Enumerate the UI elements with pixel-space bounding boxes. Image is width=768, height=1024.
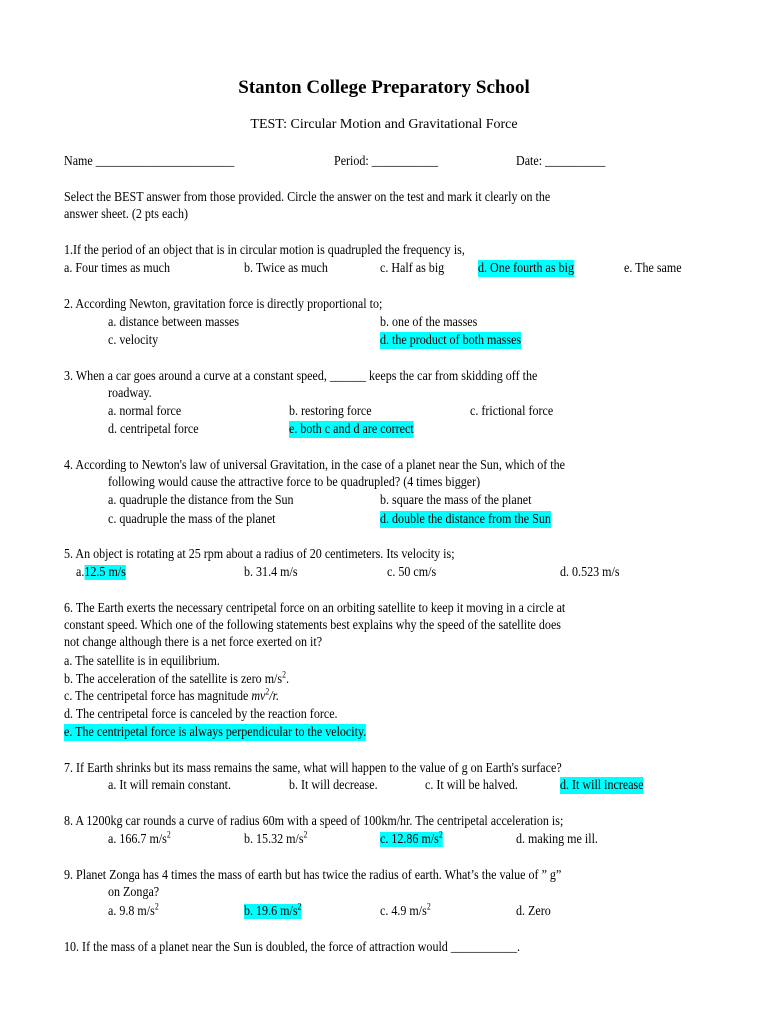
q8-option-c-text: c. 12.86 m/s: [380, 832, 439, 847]
q2-option-a: a. distance between masses: [108, 315, 240, 330]
question-4-stem-cont: following would cause the attractive force to be quadrupled? (4 times bigger): [108, 475, 481, 490]
q8-option-d: d. making me ill.: [516, 832, 598, 847]
question-7-stem: 7. If Earth shrinks but its mass remains the same, what will happen to the value of g on Earth's surface?: [64, 761, 562, 776]
formula: mv: [251, 689, 266, 704]
q2-option-b: b. one of the masses: [380, 315, 478, 330]
q1-option-d-highlighted: d. One fourth as big: [478, 261, 574, 276]
superscript: 2: [438, 829, 443, 840]
q7-option-c: c. It will be halved.: [425, 778, 518, 793]
superscript: 2: [303, 829, 308, 840]
question-1-stem: 1.If the period of an object that is in circular motion is quadrupled the frequency is,: [64, 243, 465, 258]
q7-option-b: b. It will decrease.: [289, 778, 378, 793]
q5-option-c: c. 50 cm/s: [387, 565, 437, 580]
instructions-line: answer sheet. (2 pts each): [64, 207, 189, 222]
superscript: 2: [426, 901, 431, 912]
q3-option-e-highlighted: e. both c and d are correct: [289, 422, 414, 437]
superscript: 2: [297, 901, 302, 912]
superscript: 2: [282, 669, 286, 680]
school-title: Stanton College Preparatory School: [238, 77, 530, 98]
superscript: 2: [166, 829, 171, 840]
q9-option-b: [244, 903, 301, 920]
q8-option-a: [108, 831, 171, 848]
q3-option-a: a. normal force: [108, 404, 182, 419]
test-title: TEST: Circular Motion and Gravitational Force: [250, 117, 518, 132]
q4-option-c: c. quadruple the mass of the planet: [108, 512, 276, 527]
q8-option-b-text: b. 15.32 m/s: [244, 832, 304, 847]
q5-option-d: d. 0.523 m/s: [560, 565, 620, 580]
q6-option-e-highlighted: e. The centripetal force is always perpendicular to the velocity.: [64, 725, 367, 740]
instructions-line: Select the BEST answer from those provided. Circle the answer on the test and mark it clearly on the: [64, 190, 551, 205]
q6-option-c: [64, 688, 279, 705]
q6-option-b-end: .: [285, 672, 289, 687]
q6-option-d: d. The centripetal force is canceled by the reaction force.: [64, 707, 338, 722]
q3-option-c: c. frictional force: [470, 404, 554, 419]
q6-option-b: [64, 671, 289, 688]
q5-option-a-highlighted: 12.5 m/s: [84, 565, 126, 580]
q1-option-b: b. Twice as much: [244, 261, 328, 276]
q1-option-c: c. Half as big: [380, 261, 445, 276]
q9-option-b-text: b. 19.6 m/s: [244, 904, 298, 919]
q2-option-d-highlighted: d. the product of both masses: [380, 333, 522, 348]
question-6-stem: 6. The Earth exerts the necessary centripetal force on an orbiting satellite to keep it moving in a circle at: [64, 601, 566, 616]
superscript: 2: [154, 901, 159, 912]
question-9-stem: 9. Planet Zonga has 4 times the mass of earth but has twice the radius of earth. What’s the value of ” g”: [64, 868, 562, 883]
q8-option-b: [244, 831, 307, 848]
q6-option-a: a. The satellite is in equilibrium.: [64, 654, 220, 669]
q3-option-d: d. centripetal force: [108, 422, 199, 437]
question-9-stem-cont: on Zonga?: [108, 885, 160, 900]
question-6-stem-cont: not change although there is a net force exerted on it?: [64, 635, 323, 650]
q8-option-c-highlighted: [380, 829, 443, 847]
q9-option-c-text: c. 4.9 m/s: [380, 904, 427, 919]
superscript: 2: [265, 686, 270, 697]
q9-option-a-text: a. 9.8 m/s: [108, 904, 155, 919]
q7-option-d-highlighted: d. It will increase: [560, 778, 644, 793]
question-10-stem: 10. If the mass of a planet near the Sun is doubled, the force of attraction would ___________.: [64, 940, 521, 955]
q8-option-a-text: a. 166.7 m/s: [108, 832, 167, 847]
q1-option-e: e. The same: [624, 261, 682, 276]
q5-option-b: b. 31.4 m/s: [244, 565, 298, 580]
question-4-stem: 4. According to Newton's law of universal Gravitation, in the case of a planet near the Sun, which of the: [64, 458, 566, 473]
question-3-stem-cont: roadway.: [108, 386, 152, 401]
question-5-stem: 5. An object is rotating at 25 rpm about a radius of 20 centimeters. Its velocity is;: [64, 547, 455, 562]
q3-option-b: b. restoring force: [289, 404, 372, 419]
q9-option-c: [380, 903, 431, 920]
question-6-stem-cont: constant speed. Which one of the following statements best explains why the speed of the satellite does: [64, 618, 561, 633]
q4-option-b: b. square the mass of the planet: [380, 493, 532, 508]
q9-option-a: [108, 903, 159, 920]
question-2-stem: 2. According Newton, gravitation force is directly proportional to;: [64, 297, 383, 312]
q6-option-c-text: c. The centripetal force has magnitude: [64, 689, 252, 704]
q9-option-d: d. Zero: [516, 904, 551, 919]
q9-option-b-highlighted: [244, 901, 302, 919]
q7-option-a: a. It will remain constant.: [108, 778, 232, 793]
q2-option-c: c. velocity: [108, 333, 159, 348]
q5-option-a-letter: a.: [76, 565, 85, 580]
question-8-stem: 8. A 1200kg car rounds a curve of radius 60m with a speed of 100km/hr. The centripetal acceleration is;: [64, 814, 564, 829]
date-field-label: Date: __________: [516, 154, 606, 169]
q4-option-a: a. quadruple the distance from the Sun: [108, 493, 294, 508]
q6-option-b-text: b. The acceleration of the satellite is zero m/s: [64, 672, 283, 687]
period-field-label: Period: ___________: [334, 154, 439, 169]
formula-end: /r.: [269, 689, 279, 704]
name-field-label: Name _______________________: [64, 154, 235, 169]
q1-option-a: a. Four times as much: [64, 261, 171, 276]
q8-option-c: [380, 831, 443, 848]
question-3-stem: 3. When a car goes around a curve at a constant speed, ______ keeps the car from skidding off the: [64, 369, 538, 384]
q5-option-a: [76, 564, 126, 581]
q4-option-d-highlighted: d. double the distance from the Sun: [380, 512, 551, 527]
